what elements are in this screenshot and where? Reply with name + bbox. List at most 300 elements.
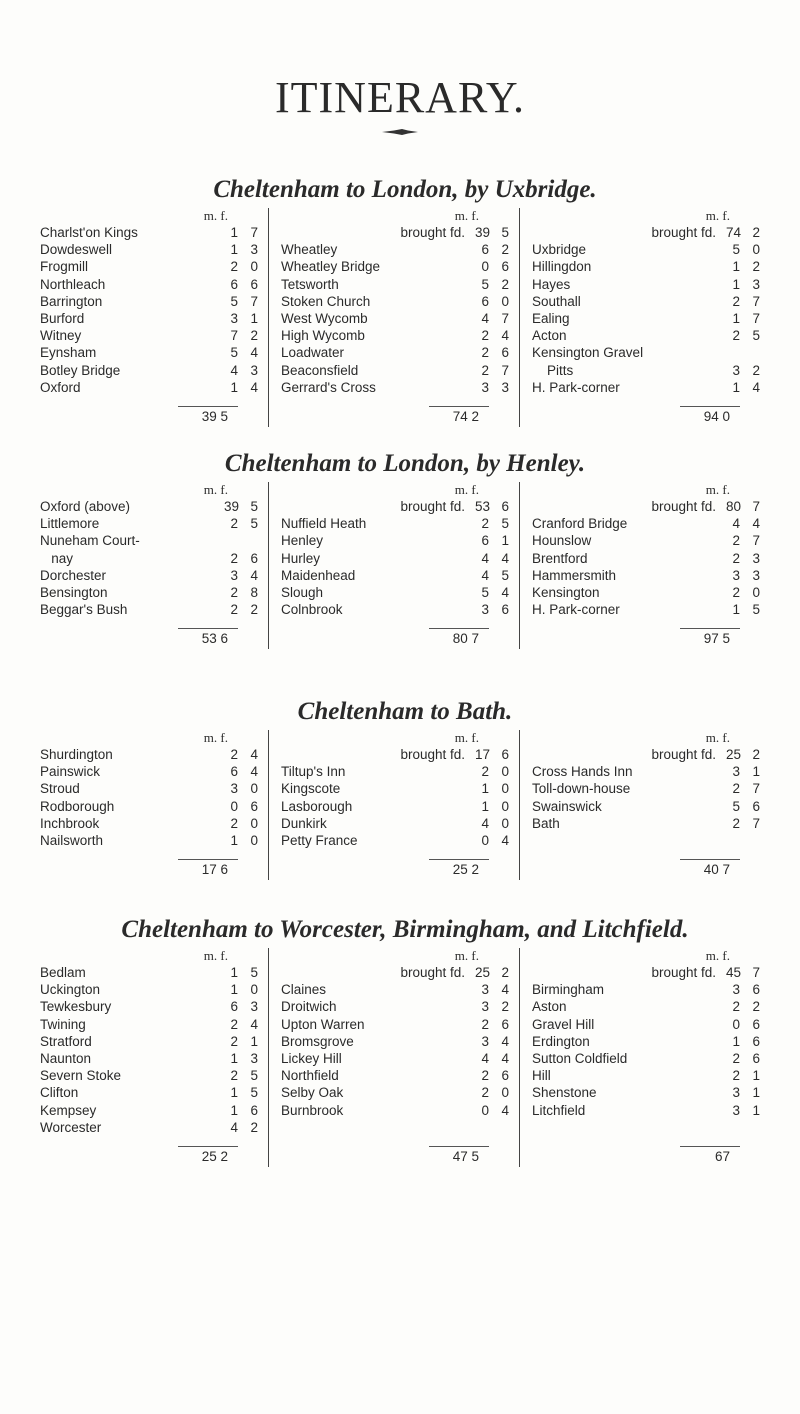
stage-row [532,293,760,310]
place-name: Swainswick [532,798,602,814]
unit-header: m. f. [203,948,228,963]
stage-row [281,832,509,849]
stage-row [40,327,258,344]
place-name: Bath [532,815,560,831]
place-name: Hounslow [532,533,592,549]
stage-row [532,601,760,618]
furlongs-value: 1 [752,1068,760,1084]
column-total: 74 2 [452,408,479,424]
miles-value: 3 [732,567,740,583]
furlongs-value: 7 [250,225,258,240]
miles-value: 4 [230,1119,238,1135]
place-name: Uckington [40,982,101,998]
place-name: Hurley [281,550,321,566]
miles-value: 2 [230,1016,238,1032]
furlongs-value: 6 [501,747,509,762]
stage-row [40,1067,258,1084]
furlongs-value: 6 [752,1050,760,1066]
column-total: 17 6 [201,862,228,878]
furlongs-value: 4 [752,516,760,532]
furlongs-value: 4 [250,379,258,395]
place-name: Lasborough [281,798,353,814]
place-name: Oxford [40,379,81,395]
stage-row [40,798,258,815]
miles-value: 4 [481,550,489,566]
miles-value: 39 [475,225,491,240]
furlongs-value: 4 [501,584,509,600]
place-name: Painswick [40,764,101,780]
stage-row [532,584,760,601]
place-name: Kingscote [281,781,341,797]
miles-value: 0 [230,798,238,814]
place-name: Frogmill [40,259,89,275]
miles-value: 4 [230,362,238,378]
furlongs-value: 1 [501,533,509,549]
place-name: Claines [281,982,327,998]
furlongs-value: 6 [752,1016,760,1032]
place-name: Eynsham [40,345,97,361]
stage-row [532,344,760,361]
route-column [40,730,268,880]
place-name: H. Park-corner [532,379,620,395]
furlongs-value: 6 [250,1102,258,1118]
route-column [268,730,520,880]
route-section [40,694,770,880]
stage-row [281,981,509,998]
place-name: Hammersmith [532,567,617,583]
furlongs-value: 5 [501,516,509,532]
place-name: Ealing [532,310,570,326]
place-name: Tetsworth [281,276,339,292]
stage-row [532,763,760,780]
miles-value: 1 [230,1102,238,1118]
furlongs-value: 0 [501,764,509,780]
stage-row [40,981,258,998]
miles-value: 1 [732,310,740,326]
stage-row [281,532,509,549]
miles-value: 3 [732,1085,740,1101]
furlongs-value: 1 [752,764,760,780]
miles-value: 3 [230,781,238,797]
place-name: Oxford (above) [40,499,131,514]
place-name: Henley [281,533,324,549]
column-total: 97 5 [703,631,730,647]
furlongs-value: 2 [501,242,509,258]
place-name: Nailsworth [40,832,104,848]
miles-value: 5 [732,242,740,258]
place-name: Upton Warren [281,1016,365,1032]
stage-row [281,1067,509,1084]
miles-value: 2 [732,584,740,600]
miles-value: 0 [481,259,489,275]
stage-row [281,1033,509,1050]
miles-value: 1 [230,1050,238,1066]
place-name: Tewkesbury [40,999,112,1015]
stage-row [40,763,258,780]
place-name: Northleach [40,276,106,292]
column-padding [40,849,258,859]
stage-row [281,550,509,567]
column-total: 25 2 [201,1148,228,1164]
furlongs-value: 1 [250,310,258,326]
miles-value: 53 [475,499,491,514]
miles-value: 3 [481,982,489,998]
column-padding [281,849,509,859]
place-name: Southall [532,293,581,309]
miles-value: 2 [230,259,238,275]
miles-value: 3 [732,1102,740,1118]
furlongs-value: 2 [752,362,760,378]
furlongs-value: 5 [501,225,509,240]
furlongs-value: 2 [250,1119,258,1135]
column-padding [40,1136,258,1146]
furlongs-value: 5 [752,328,760,344]
stage-row [532,258,760,275]
miles-value: 3 [481,1033,489,1049]
place-name: Worcester [40,1119,102,1135]
place-name: Botley Bridge [40,362,121,378]
place-name: Severn Stoke [40,1068,122,1084]
place-name: Hill [532,1068,551,1084]
place-name: Colnbrook [281,602,343,618]
furlongs-value: 7 [752,965,760,980]
furlongs-value: 2 [752,259,760,275]
place-name: Nuneham Court- [40,533,140,549]
miles-value: 1 [481,798,489,814]
stage-row [281,1084,509,1101]
miles-value: 17 [475,747,491,762]
furlongs-value: 4 [250,747,258,762]
place-name: Witney [40,328,82,344]
furlongs-value: 0 [250,982,258,998]
route-column [268,482,520,649]
furlongs-value: 3 [250,242,258,258]
stage-row [532,1016,760,1033]
furlongs-value: 0 [501,798,509,814]
place-name: Aston [532,999,567,1015]
miles-value: 0 [481,1102,489,1118]
place-name: Hayes [532,276,571,292]
place-name: Dorchester [40,567,107,583]
stage-row [532,1033,760,1050]
miles-value: 0 [732,1016,740,1032]
furlongs-value: 7 [752,781,760,797]
miles-value: 2 [732,328,740,344]
stage-row [281,241,509,258]
furlongs-value: 4 [501,1033,509,1049]
stage-row [281,258,509,275]
unit-header: m. f. [203,482,228,497]
column-body [40,482,268,649]
place-name: Gravel Hill [532,1016,595,1032]
stage-row [281,567,509,584]
miles-value: 2 [230,602,238,618]
stage-row [40,1084,258,1101]
place-name: Littlemore [40,516,100,532]
route-column [520,730,770,880]
miles-value: 2 [481,516,489,532]
brought-forward-row [532,224,760,241]
route-column [40,208,268,427]
stage-row [281,327,509,344]
furlongs-value: 8 [250,584,258,600]
furlongs-value: 4 [501,1102,509,1118]
column-padding [532,832,760,859]
place-name: Sutton Coldfield [532,1050,628,1066]
stage-row [40,276,258,293]
miles-value: 4 [481,1050,489,1066]
place-name: Burford [40,310,85,326]
stage-row [40,832,258,849]
stage-row [40,584,258,601]
stage-row [532,815,760,832]
place-name: Bedlam [40,965,86,980]
place-name: Droitwich [281,999,337,1015]
route-columns [40,948,770,1167]
furlongs-value: 2 [250,328,258,344]
brought-forward-label: brought fd. [400,965,465,980]
unit-header: m. f. [705,948,730,963]
stage-row [532,1050,760,1067]
place-name: Gerrard's Cross [281,379,376,395]
miles-value: 2 [732,550,740,566]
column-padding [532,396,760,406]
column-total: 94 0 [703,408,730,424]
stage-row [40,550,258,567]
miles-value: 1 [732,276,740,292]
unit-header: m. f. [203,730,228,745]
stage-row [281,362,509,379]
furlongs-value: 4 [501,550,509,566]
place-name: Charlst'on Kings [40,225,138,240]
brought-forward-row [532,746,760,763]
place-name: Dowdeswell [40,242,113,258]
furlongs-value: 3 [752,550,760,566]
miles-value: 2 [732,1068,740,1084]
miles-value: 2 [230,815,238,831]
column-body [269,482,519,649]
stage-row [532,515,760,532]
place-name: Naunton [40,1050,92,1066]
miles-value: 2 [481,764,489,780]
miles-value: 5 [230,345,238,361]
furlongs-value: 5 [250,516,258,532]
furlongs-value: 7 [501,310,509,326]
stage-row [281,584,509,601]
stage-row [40,241,258,258]
section-title: Cheltenham to London, by Uxbridge. [213,176,597,203]
miles-value: 1 [732,259,740,275]
place-name: Litchfield [532,1102,586,1118]
section-title: Cheltenham to Bath. [297,698,513,725]
brought-forward-label: brought fd. [651,965,716,980]
stage-row [532,998,760,1015]
stage-row [281,293,509,310]
furlongs-value: 6 [752,1033,760,1049]
furlongs-value: 4 [250,567,258,583]
place-name: Acton [532,328,567,344]
stage-row [532,780,760,797]
miles-value: 3 [732,764,740,780]
place-name: Inchbrook [40,815,100,831]
furlongs-value: 6 [752,982,760,998]
furlongs-value: 2 [501,965,509,980]
furlongs-value: 5 [752,602,760,618]
miles-value: 6 [481,533,489,549]
place-name: Erdington [532,1033,590,1049]
stage-row [532,327,760,344]
column-padding [40,396,258,406]
place-name: Dunkirk [281,815,327,831]
unit-header: m. f. [705,208,730,223]
route-column [268,948,520,1167]
miles-value: 1 [230,1085,238,1101]
unit-header: m. f. [454,208,479,223]
stage-row [532,310,760,327]
unit-header: m. f. [454,482,479,497]
furlongs-value: 2 [752,999,760,1015]
stage-row [281,763,509,780]
stage-row [40,379,258,396]
furlongs-value: 6 [501,1068,509,1084]
place-name: Beaconsfield [281,362,359,378]
miles-value: 6 [481,242,489,258]
furlongs-value: 5 [501,567,509,583]
place-name: Wheatley Bridge [281,259,381,275]
furlongs-value: 0 [250,832,258,848]
stage-row [281,798,509,815]
miles-value: 6 [481,293,489,309]
place-name: Cross Hands Inn [532,764,633,780]
furlongs-value: 7 [752,533,760,549]
brought-forward-label: brought fd. [400,225,465,240]
miles-value: 4 [481,815,489,831]
miles-value: 2 [732,1050,740,1066]
unit-header: m. f. [454,948,479,963]
miles-value: 2 [732,999,740,1015]
column-padding [532,618,760,628]
stage-row [40,1050,258,1067]
miles-value: 1 [732,1033,740,1049]
furlongs-value: 0 [250,815,258,831]
column-body [520,730,770,880]
stage-row [281,310,509,327]
miles-value: 3 [481,602,489,618]
column-body [269,948,519,1167]
miles-value: 1 [732,602,740,618]
miles-value: 3 [481,999,489,1015]
stage-row [532,241,760,258]
place-name: Clifton [40,1085,79,1101]
miles-value: 5 [732,798,740,814]
page-title: ITINERARY. [275,73,525,122]
stage-row [40,567,258,584]
brought-forward-row [532,498,760,515]
miles-value: 3 [230,310,238,326]
stage-row [40,515,258,532]
stage-row [40,1119,258,1136]
place-name: Kensington Gravel [532,345,644,361]
column-body [269,730,519,880]
furlongs-value: 5 [250,1068,258,1084]
furlongs-value: 2 [501,276,509,292]
stage-row [281,344,509,361]
brought-forward-label: brought fd. [651,499,716,514]
miles-value: 3 [230,567,238,583]
stage-row [532,379,760,396]
stage-row [40,780,258,797]
place-name: Hillingdon [532,259,592,275]
brought-forward-label: brought fd. [400,499,465,514]
miles-value: 5 [230,293,238,309]
stage-row [281,601,509,618]
route-columns [40,208,770,427]
miles-value: 2 [230,1033,238,1049]
furlongs-value: 3 [501,379,509,395]
furlongs-value: 2 [501,999,509,1015]
stage-row [281,815,509,832]
place-name: Maidenhead [281,567,356,583]
unit-header: m. f. [705,482,730,497]
stage-row [532,1084,760,1101]
furlongs-value: 6 [501,345,509,361]
place-name: Uxbridge [532,242,587,258]
place-name: Slough [281,584,324,600]
unit-header: m. f. [705,730,730,745]
miles-value: 0 [481,832,489,848]
column-padding [532,1119,760,1146]
furlongs-value: 3 [752,276,760,292]
miles-value: 2 [230,516,238,532]
stage-row [532,798,760,815]
column-body [520,208,770,427]
furlongs-value: 4 [250,1016,258,1032]
unit-header: m. f. [203,208,228,223]
stage-row [40,1016,258,1033]
miles-value: 2 [732,293,740,309]
stage-row [40,498,258,515]
miles-value: 25 [726,747,742,762]
miles-value: 5 [481,584,489,600]
place-name: Northfield [281,1068,339,1084]
furlongs-value: 1 [250,1033,258,1049]
brought-forward-label: brought fd. [400,747,465,762]
furlongs-value: 1 [752,1102,760,1118]
miles-value: 5 [481,276,489,292]
miles-value: 2 [230,1068,238,1084]
place-name: Kempsey [40,1102,97,1118]
miles-value: 1 [230,242,238,258]
miles-value: 74 [726,225,742,240]
furlongs-value: 0 [501,293,509,309]
section-title: Cheltenham to Worcester, Birmingham, and Litchfield. [121,916,689,943]
place-name: Wheatley [281,242,338,258]
furlongs-value: 4 [501,832,509,848]
column-padding [281,1119,509,1146]
place-name: Pitts [532,362,574,378]
furlongs-value: 0 [250,259,258,275]
furlongs-value: 0 [501,1085,509,1101]
place-name: Lickey Hill [281,1050,342,1066]
place-name: Bensington [40,584,108,600]
stage-row [281,1016,509,1033]
place-name: Bromsgrove [281,1033,354,1049]
miles-value: 1 [230,982,238,998]
furlongs-value: 6 [501,1016,509,1032]
ornament-icon [382,128,418,136]
stage-row [532,1067,760,1084]
stage-row [40,532,258,549]
